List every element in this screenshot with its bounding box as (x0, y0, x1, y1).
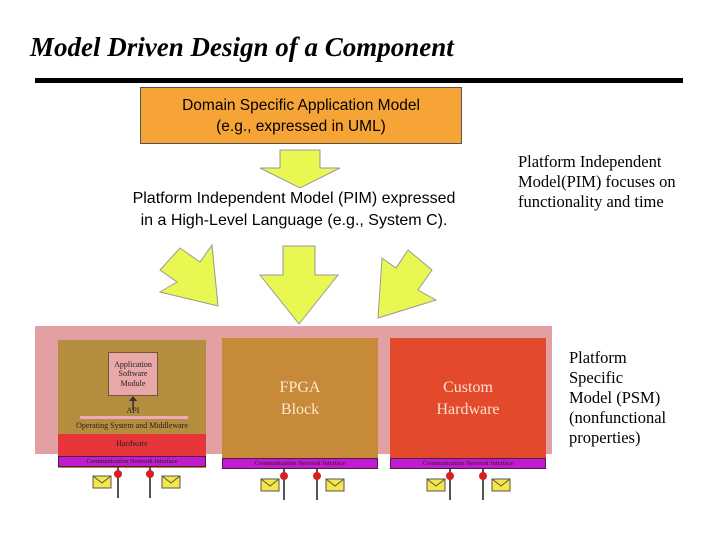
pim-note-line2: Model(PIM) focuses on (518, 172, 676, 191)
connector-icon (446, 469, 454, 500)
psm-note-line1: Platform (569, 348, 627, 367)
envelope-icon (261, 479, 279, 491)
domain-model-line2: (e.g., expressed in UML) (216, 117, 386, 135)
fpga-line2: Block (280, 401, 320, 418)
envelope-icon (93, 476, 111, 488)
cni-bar-right: Communication Network Interface (390, 458, 546, 469)
fpga-line1: FPGA (279, 379, 321, 396)
api-label: API (126, 406, 140, 415)
pim-note-line1: Platform Independent (518, 152, 662, 171)
cni-bar-left: Communication Network Interface (58, 456, 206, 467)
psm-note-line3: Model (PSM) (569, 388, 661, 407)
domain-model-line1: Domain Specific Application Model (182, 96, 420, 114)
app-line3: Module (120, 378, 146, 388)
psm-note-line4: (nonfunctional (569, 408, 667, 427)
connector-icon (146, 467, 154, 498)
pim-line1: Platform Independent Model (PIM) expressed (132, 190, 456, 207)
os-label: Operating System and Middleware (76, 421, 188, 430)
app-line2: Software (118, 369, 148, 379)
app-line1: Application (114, 359, 152, 369)
connector-icon (313, 469, 321, 500)
envelope-icon (427, 479, 445, 491)
pim-note-line3: functionality and time (518, 192, 664, 211)
cni-bar-center: Communication Network Interface (222, 458, 378, 469)
psm-note-line2: Specific (569, 368, 624, 387)
envelope-icon (492, 479, 510, 491)
hardware-label: Hardware (116, 439, 148, 448)
custom-line2: Hardware (436, 401, 500, 418)
page-title: Model Driven Design of a Component (30, 32, 454, 62)
envelope-icon (162, 476, 180, 488)
psm-note-line5: properties) (569, 428, 641, 447)
custom-line1: Custom (443, 379, 493, 396)
connector-icon (280, 469, 288, 500)
pim-line2: in a High-Level Language (e.g., System C). (140, 212, 448, 229)
connector-icon (114, 467, 122, 498)
connector-icon (479, 469, 487, 500)
envelope-icon (326, 479, 344, 491)
